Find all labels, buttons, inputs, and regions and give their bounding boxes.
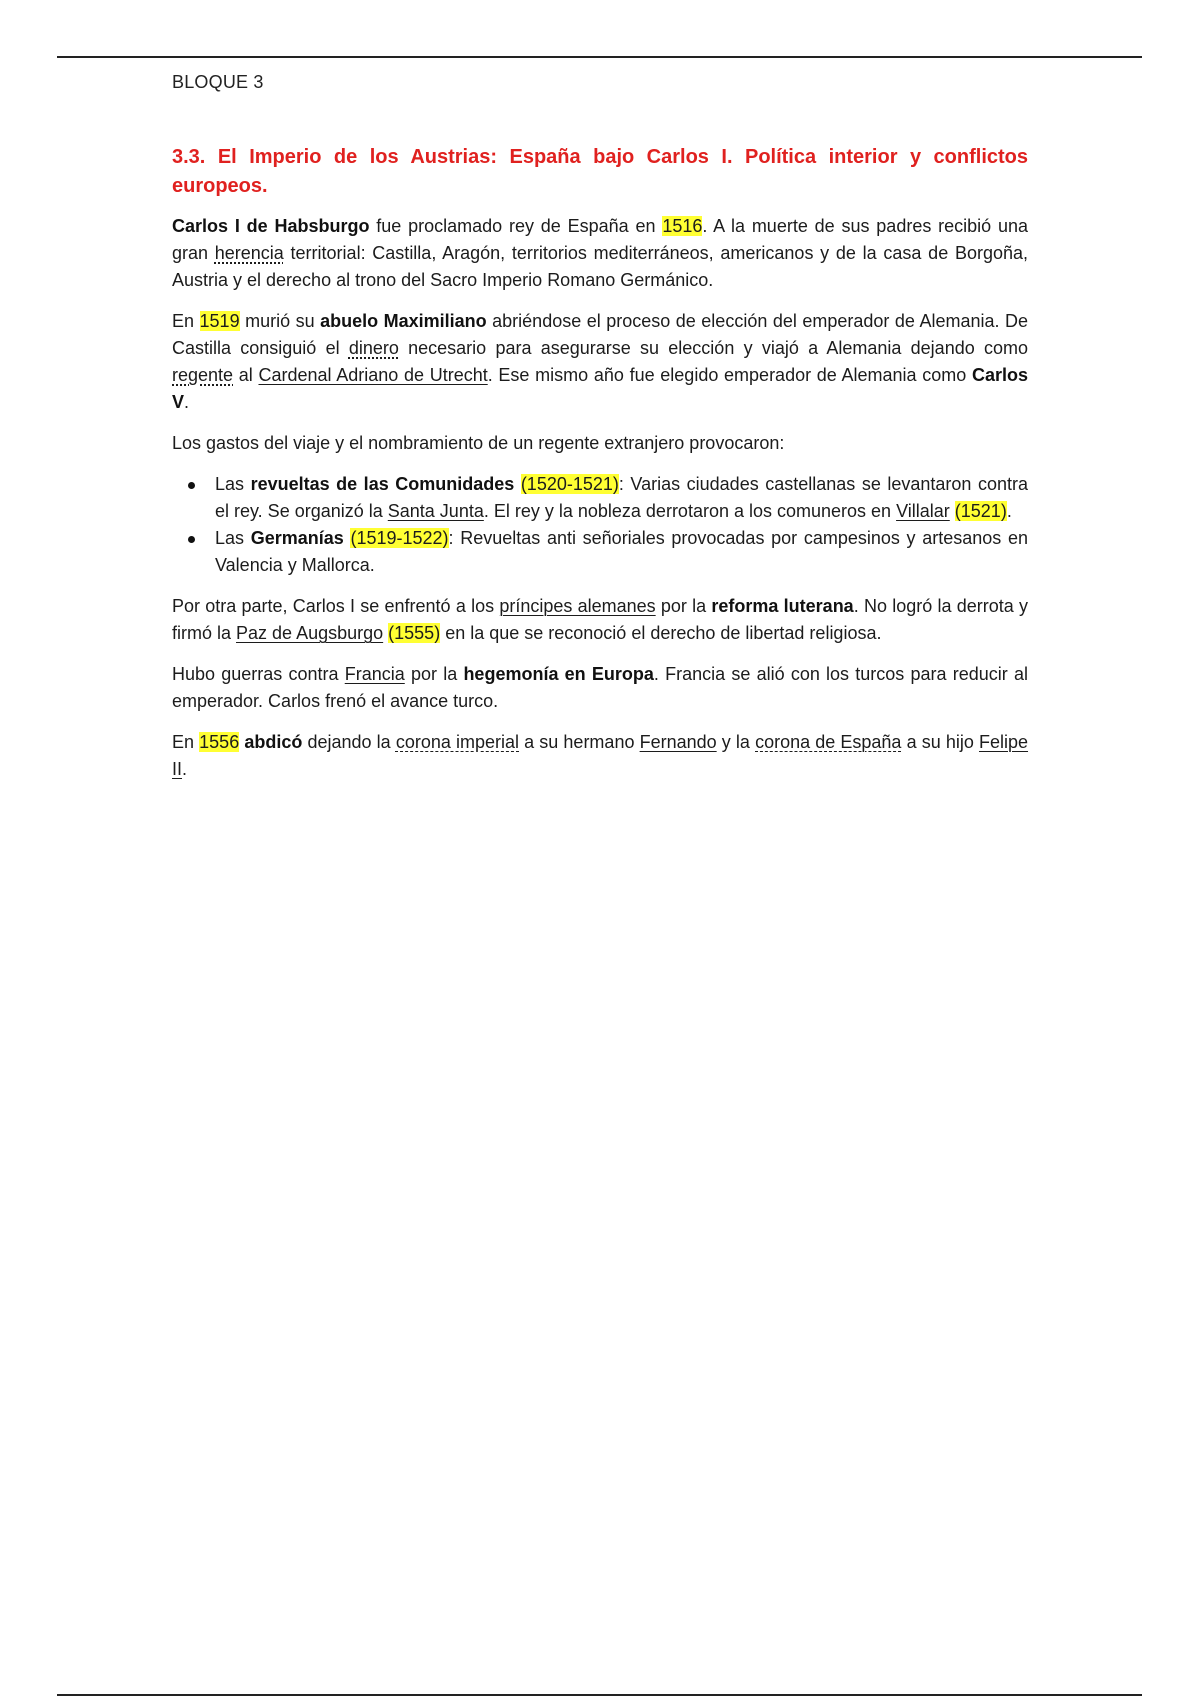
highlight-year: (1555) xyxy=(388,623,441,643)
bold-text: reforma luterana xyxy=(711,596,854,616)
page-header: BLOQUE 3 xyxy=(172,72,264,92)
bullet-icon xyxy=(188,482,195,489)
bold-text: revueltas de las Comunidades xyxy=(250,474,515,494)
highlight-year: (1521) xyxy=(954,501,1007,521)
underlined-term: Felipe II xyxy=(172,732,1029,779)
bold-text: Germanías xyxy=(250,528,344,548)
bullet-list xyxy=(172,471,1028,579)
highlight-year: 1516 xyxy=(662,216,703,236)
bold-text: Carlos V xyxy=(172,365,1029,412)
dotted-underline-term: regente xyxy=(172,365,234,385)
list-item: Las revueltas de las Comunidades (1520-1521): Varias ciudades castellanas se levantaron contra el rey. Se organizó la Santa Junta. El rey y la nobleza derrotaron a los comuneros en Villalar (1521). xyxy=(215,471,1028,525)
highlight-year: (1520-1521) xyxy=(520,474,619,494)
underlined-term: Villalar xyxy=(896,501,950,521)
bold-text: abuelo Maximiliano xyxy=(320,311,487,331)
paragraph-2: En 1519 murió su abuelo Maximiliano abriéndose el proceso de elección del emperador de Alemania. De Castilla consiguió el dinero necesario para asegurarse su elección y viajó a Alemania dejando como regente al Cardenal Adriano de Utrecht. Ese mismo año fue elegido emperador de Alemania como Carlos V. xyxy=(172,311,1029,412)
highlight-year: 1519 xyxy=(199,311,240,331)
highlight-year: 1556 xyxy=(199,732,240,752)
paragraph-5: Hubo guerras contra Francia por la hegemonía en Europa. Francia se alió con los turcos para reducir al emperador. Carlos frenó el avance turco. xyxy=(172,664,1028,711)
dotted-underline-term: dinero xyxy=(348,338,399,358)
underlined-term: Santa Junta xyxy=(387,501,484,521)
bold-text: abdicó xyxy=(244,732,303,752)
paragraph-6: En 1556 abdicó dejando la corona imperial a su hermano Fernando y la corona de España a su hijo Felipe II. xyxy=(172,732,1029,779)
underlined-term: Francia xyxy=(344,664,405,684)
bold-text: hegemonía en Europa xyxy=(463,664,654,684)
underlined-term: Fernando xyxy=(639,732,717,752)
dotted-underline-term: herencia xyxy=(214,243,284,263)
dashed-underline-term: corona imperial xyxy=(395,732,520,752)
bottom-rule xyxy=(57,1694,1142,1696)
section-title: 3.3. El Imperio de los Austrias: España bajo Carlos I. Política interior y conflictos europeos. xyxy=(172,146,1028,197)
document-body xyxy=(172,143,1028,797)
dashed-underline-term: corona de España xyxy=(755,732,902,752)
top-rule xyxy=(57,56,1142,58)
bullet-icon xyxy=(188,536,195,543)
underlined-term: Cardenal Adriano de Utrecht xyxy=(258,365,488,385)
underlined-term: príncipes alemanes xyxy=(499,596,656,616)
bold-text: Carlos I de Habsburgo xyxy=(172,216,370,236)
list-item: Las Germanías (1519-1522): Revueltas anti señoriales provocadas por campesinos y artesanos en Valencia y Mallorca. xyxy=(215,525,1028,579)
paragraph-3: Los gastos del viaje y el nombramiento de un regente extranjero provocaron: xyxy=(172,433,785,453)
highlight-year: (1519-1522) xyxy=(350,528,449,548)
paragraph-4: Por otra parte, Carlos I se enfrentó a los príncipes alemanes por la reforma luterana. No logró la derrota y firmó la Paz de Augsburgo (1555) en la que se reconoció el derecho de libertad religiosa. xyxy=(172,596,1028,643)
paragraph-1: Carlos I de Habsburgo fue proclamado rey de España en 1516. A la muerte de sus padres recibió una gran herencia territorial: Castilla, Aragón, territorios mediterráneos, americanos y de la casa de Borgoña, Austria y el derecho al trono del Sacro Imperio Romano Germánico. xyxy=(172,216,1029,290)
underlined-term: Paz de Augsburgo xyxy=(236,623,384,643)
